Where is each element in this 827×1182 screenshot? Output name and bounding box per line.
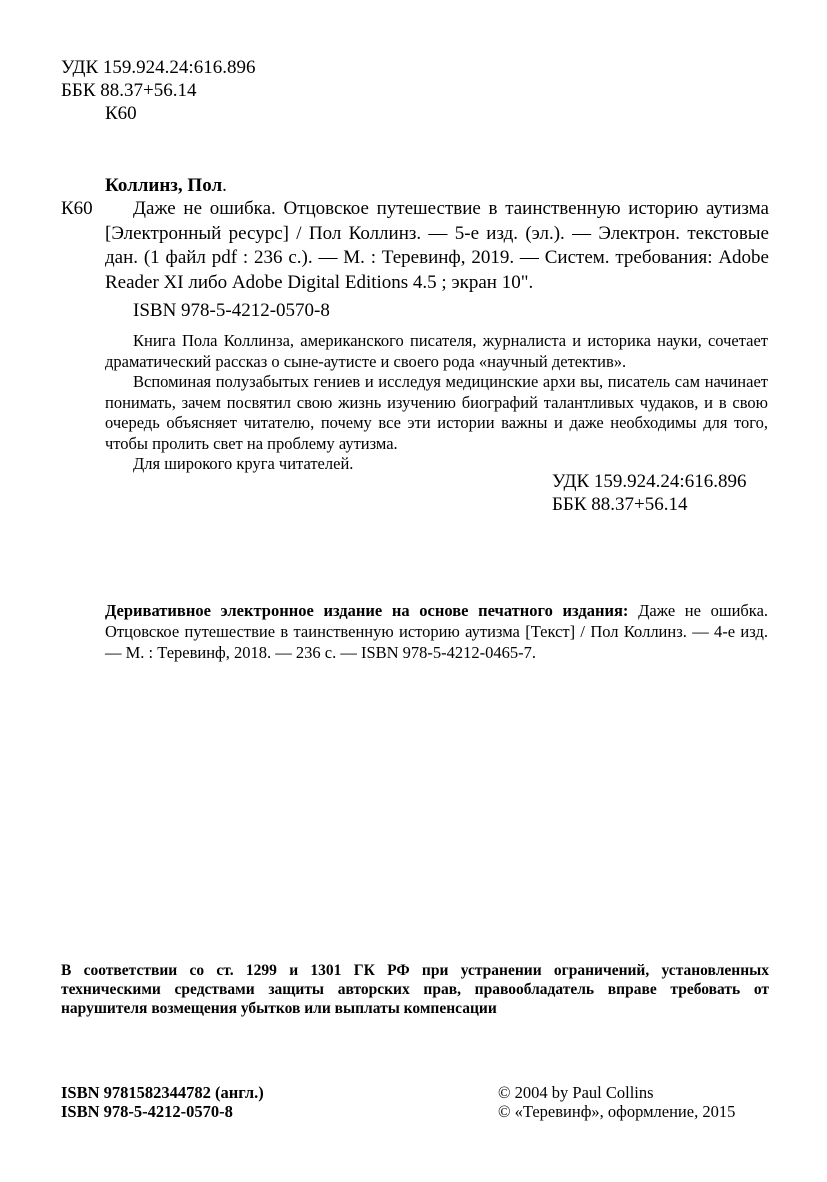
class-udk: УДК 159.924.24:616.896 <box>552 471 747 492</box>
header-author-code: К60 <box>105 103 137 124</box>
header-bbk: ББК 88.37+56.14 <box>61 80 197 101</box>
annotation-paragraph-3: Для широкого круга читателей. <box>133 454 354 473</box>
copyright-author: © 2004 by Paul Collins <box>498 1083 654 1102</box>
class-bbk: ББК 88.37+56.14 <box>552 494 688 515</box>
annotation-paragraph-2: Вспоминая полузабытых гениев и исследуя медицинские архи вы, писатель сам начинает понимать, зачем посвятил свою жизнь изучению биографий талантливых чудаков, и в свою очередь объясняет читателю, почему все эти истории важны и даже необходимы для того, чтобы пролить свет на проблему аутизма. <box>105 372 768 453</box>
annotation-paragraph-1: Книга Пола Коллинза, американского писателя, журналиста и историка науки, сочетает драматический рассказ о сыне-аутисте и своего рода «научный детектив». <box>105 331 768 371</box>
footer-isbn-russian: ISBN 978-5-4212-0570-8 <box>61 1102 233 1121</box>
author-name: Коллинз, Пол <box>105 175 223 196</box>
derivative-note <box>105 600 768 663</box>
derivative-text: Даже не ошибка. Отцовское путешествие в таинственную историю аутизма [Текст] / Пол Коллинз. — 4-е изд. — М. : Теревинф, 2018. — 236 с. — ISBN 978-5-4212-0465-7. <box>105 601 769 662</box>
derivative-label: Деривативное электронное издание на основе печатного издания: <box>105 601 629 620</box>
entry-author <box>105 175 227 197</box>
header-udk: УДК 159.924.24:616.896 <box>61 57 256 78</box>
footer-isbn-english: ISBN 9781582344782 (англ.) <box>61 1083 264 1102</box>
entry-isbn: ISBN 978-5-4212-0570-8 <box>133 300 330 321</box>
entry-code: К60 <box>61 198 93 219</box>
annotation <box>105 331 768 475</box>
copyright-publisher: © «Теревинф», оформление, 2015 <box>498 1102 736 1121</box>
author-period: . <box>222 175 227 196</box>
entry-description: Даже не ошибка. Отцовское путешествие в таинственную историю аутизма [Электронный ресурс] / Пол Коллинз. — 5-е изд. (эл.). — Электрон. текстовые дан. (1 файл pdf : 236 с.). — М. : Теревинф, 2019. — Систем. требования: Adobe Reader XI либо Adobe Digital Editions 4.5 ; экран 10". <box>105 198 769 293</box>
legal-notice: В соответствии со ст. 1299 и 1301 ГК РФ при устранении ограничений, установленных техническими средствами защиты авторских прав, правообладатель вправе требовать от нарушителя возмещения убытков или выплаты компенсации <box>61 962 769 1017</box>
